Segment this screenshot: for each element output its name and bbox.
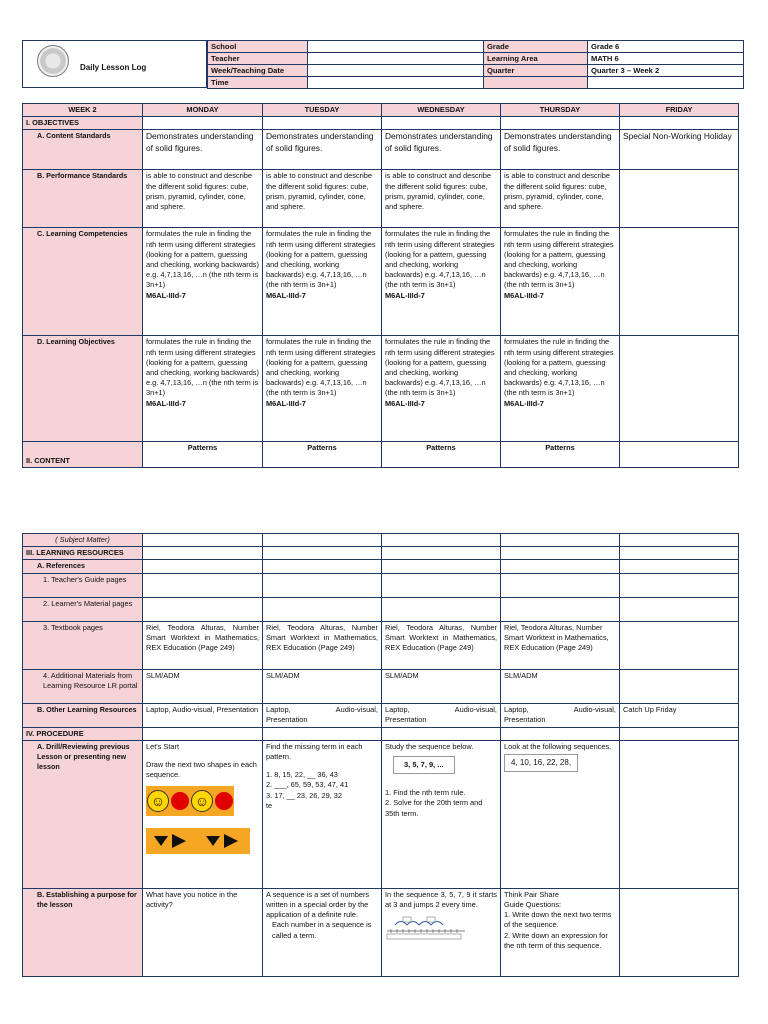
day-header: TUESDAY xyxy=(263,104,382,117)
header-value: Grade 6 xyxy=(588,41,744,53)
section-row xyxy=(23,727,739,740)
header-label: Week/Teaching Date xyxy=(208,65,308,77)
row-label: A. Content Standards xyxy=(23,130,143,170)
cell: is able to construct and describe the different solid figures: cube, prism, pyramid, cylinder, cone, and sphere. xyxy=(263,170,382,228)
cell: Demonstrates understanding of solid figures. xyxy=(382,130,501,170)
cell: Laptop, Audio-visual, Presentation xyxy=(263,703,382,727)
cell: Study the sequence below. 3, 5, 7, 9, ... 1. Find the nth term rule. 2. Solve for the 20th term and 35th term. xyxy=(382,740,501,888)
drill-row xyxy=(23,740,739,888)
shape-sequence-image xyxy=(146,786,234,816)
learning-objectives-row xyxy=(23,336,739,442)
cell: Catch Up Friday xyxy=(620,703,739,727)
row-label: 4. Additional Materials from Learning Resource LR portal xyxy=(23,669,143,703)
cell: formulates the rule in finding the nth term using different strategies (looking for a pattern, guessing and checking, working backwards) e.g. 4,7,13,16, …n (the nth term is 3n+1) M6AL-IIId-7 xyxy=(501,336,620,442)
day-header: WEEK 2 xyxy=(23,104,143,117)
cell: SLM/ADM xyxy=(501,669,620,703)
lm-row xyxy=(23,597,739,621)
header-label: Time xyxy=(208,77,308,89)
sequence-box: 3, 5, 7, 9, ... xyxy=(393,756,455,774)
sequence-box: 4, 10, 16, 22, 28, xyxy=(504,754,578,772)
triangle-icons xyxy=(146,828,250,854)
cell: formulates the rule in finding the nth term using different strategies (looking for a pattern, guessing and checking, working backwards) e.g. 4,7,13,16, …n (the nth term is 3n+1) M6AL-IIId-7 xyxy=(382,228,501,336)
smiley-icon: ☺ xyxy=(191,790,213,812)
row-label: 1. Teacher's Guide pages xyxy=(23,573,143,597)
performance-standards-row xyxy=(23,170,739,228)
header-value xyxy=(308,53,484,65)
references-row xyxy=(23,560,739,573)
cell: Look at the following sequences. 4, 10, 16, 22, 28, xyxy=(501,740,620,888)
cell: Riel, Teodora Alturas, Number Smart Worktext in Mathematics, REX Education (Page 249) xyxy=(501,621,620,669)
section-title: I. OBJECTIVES xyxy=(23,117,143,130)
cell: Find the missing term in each pattern. 1. 8, 15, 22, __ 36, 43 2. ___, 65, 59, 53, 47, 41 3. 17, __ 23, 26, 29, 32 te xyxy=(263,740,382,888)
resources-procedure-table xyxy=(22,533,739,977)
header-row xyxy=(208,41,744,53)
red-circle-icon xyxy=(215,792,233,810)
cell: Patterns xyxy=(501,442,620,468)
header-row xyxy=(208,65,744,77)
row-label: 2. Learner's Material pages xyxy=(23,597,143,621)
cell: What have you notice in the activity? xyxy=(143,888,263,976)
cell: is able to construct and describe the different solid figures: cube, prism, pyramid, cylinder, cone, and sphere. xyxy=(143,170,263,228)
red-circle-icon xyxy=(171,792,189,810)
day-header: THURSDAY xyxy=(501,104,620,117)
cell: formulates the rule in finding the nth term using different strategies (looking for a pattern, guessing and checking, working backwards) e.g. 4,7,13,16, …n (the nth term is 3n+1) M6AL-IIId-7 xyxy=(143,336,263,442)
cell: formulates the rule in finding the nth term using different strategies (looking for a pattern, guessing and checking, working backwards) e.g. 4,7,13,16, …n (the nth term is 3n+1) M6AL-IIId-7 xyxy=(382,336,501,442)
row-label: 3. Textbook pages xyxy=(23,621,143,669)
cell: Riel, Teodora Alturas, Number Smart Worktext in Mathematics, REX Education (Page 249) xyxy=(263,621,382,669)
header-value xyxy=(588,77,744,89)
competencies-row xyxy=(23,228,739,336)
cell: Laptop, Audio-visual, Presentation xyxy=(382,703,501,727)
content-row xyxy=(23,442,739,468)
objectives-table xyxy=(22,103,739,468)
row-label: B. Establishing a purpose for the lesson xyxy=(23,888,143,976)
cell: SLM/ADM xyxy=(382,669,501,703)
header-label: School xyxy=(208,41,308,53)
day-header: MONDAY xyxy=(143,104,263,117)
section-title: IV. PROCEDURE xyxy=(23,727,143,740)
section-title: III. LEARNING RESOURCES xyxy=(23,547,143,560)
day-header: WEDNESDAY xyxy=(382,104,501,117)
cell: formulates the rule in finding the nth term using different strategies (looking for a pattern, guessing and checking, working backwards) e.g. 4,7,13,16, …n (the nth term is 3n+1) M6AL-IIId-7 xyxy=(501,228,620,336)
row-label: ( Subject Matter) xyxy=(23,534,143,547)
header-value xyxy=(308,77,484,89)
textbook-row xyxy=(23,621,739,669)
tg-row xyxy=(23,573,739,597)
purpose-row xyxy=(23,888,739,976)
cell: Riel, Teodora Alturas, Number Smart Worktext in Mathematics, REX Education (Page 249) xyxy=(143,621,263,669)
cell: In the sequence 3, 5, 7, 9 it starts at 3 and jumps 2 every time. xyxy=(382,888,501,976)
header-value: MATH 6 xyxy=(588,53,744,65)
cell: Demonstrates understanding of solid figures. xyxy=(263,130,382,170)
day-header-row xyxy=(23,104,739,117)
row-label: B. Other Learning Resources xyxy=(23,703,143,727)
header-value xyxy=(308,41,484,53)
cell: Laptop, Audio-visual, Presentation xyxy=(501,703,620,727)
row-label: A. References xyxy=(23,560,143,573)
other-resources-row xyxy=(23,703,739,727)
header-table xyxy=(207,40,744,89)
cell: Patterns xyxy=(382,442,501,468)
cell: Riel, Teodora Alturas, Number Smart Worktext in Mathematics, REX Education (Page 249) xyxy=(382,621,501,669)
section-title: II. CONTENT xyxy=(23,442,143,468)
header-row xyxy=(208,77,744,89)
cell: Demonstrates understanding of solid figures. xyxy=(143,130,263,170)
cell: A sequence is a set of numbers written in a special order by the application of a definite rule. Each number in a sequence is called a term. xyxy=(263,888,382,976)
cell: Special Non-Working Holiday xyxy=(620,130,739,170)
cell: is able to construct and describe the different solid figures: cube, prism, pyramid, cylinder, cone, and sphere. xyxy=(382,170,501,228)
number-line-image xyxy=(385,916,469,940)
cell: Patterns xyxy=(143,442,263,468)
cell: formulates the rule in finding the nth term using different strategies (looking for a pattern, guessing and checking, working backwards) e.g. 4,7,13,16, …n (the nth term is 3n+1) M6AL-IIId-7 xyxy=(263,336,382,442)
header-label: Teacher xyxy=(208,53,308,65)
header-row xyxy=(208,53,744,65)
row-label: B. Performance Standards xyxy=(23,170,143,228)
row-label: D. Learning Objectives xyxy=(23,336,143,442)
row-label: A. Drill/Reviewing previous Lesson or presenting new lesson xyxy=(23,740,143,888)
header-value: Quarter 3 – Week 2 xyxy=(588,65,744,77)
header-left-box xyxy=(22,40,207,88)
header-value xyxy=(308,65,484,77)
cell: formulates the rule in finding the nth term using different strategies (looking for a pattern, guessing and checking, working backwards) e.g. 4,7,13,16, …n (the nth term is 3n+1) M6AL-IIId-7 xyxy=(263,228,382,336)
header-label: Quarter xyxy=(484,65,588,77)
header-label: Grade xyxy=(484,41,588,53)
additional-materials-row xyxy=(23,669,739,703)
section-row xyxy=(23,547,739,560)
cell: Laptop, Audio-visual, Presentation xyxy=(143,703,263,727)
cell: is able to construct and describe the different solid figures: cube, prism, pyramid, cylinder, cone, and sphere. xyxy=(501,170,620,228)
triangle-sequence-image xyxy=(146,828,250,854)
cell: Think Pair Share Guide Questions: 1. Write down the next two terms of the sequence. 2. Write down an expression for the nth term of this sequence. xyxy=(501,888,620,976)
cell: Patterns xyxy=(263,442,382,468)
cell: SLM/ADM xyxy=(143,669,263,703)
doc-title: Daily Lesson Log xyxy=(80,63,147,72)
row-label: C. Learning Competencies xyxy=(23,228,143,336)
smiley-icon: ☺ xyxy=(147,790,169,812)
cell: Let's Start Draw the next two shapes in each sequence. ☺ ☺ xyxy=(143,740,263,888)
cell: SLM/ADM xyxy=(263,669,382,703)
header-label: Learning Area xyxy=(484,53,588,65)
cell: formulates the rule in finding the nth term using different strategies (looking for a pattern, guessing and checking, working backwards) e.g. 4,7,13,16, …n (the nth term is 3n+1) M6AL-IIId-7 xyxy=(143,228,263,336)
content-standards-row xyxy=(23,130,739,170)
subject-matter-row xyxy=(23,534,739,547)
cell: Demonstrates understanding of solid figures. xyxy=(501,130,620,170)
section-row xyxy=(23,117,739,130)
header-label xyxy=(484,77,588,89)
day-header: FRIDAY xyxy=(620,104,739,117)
